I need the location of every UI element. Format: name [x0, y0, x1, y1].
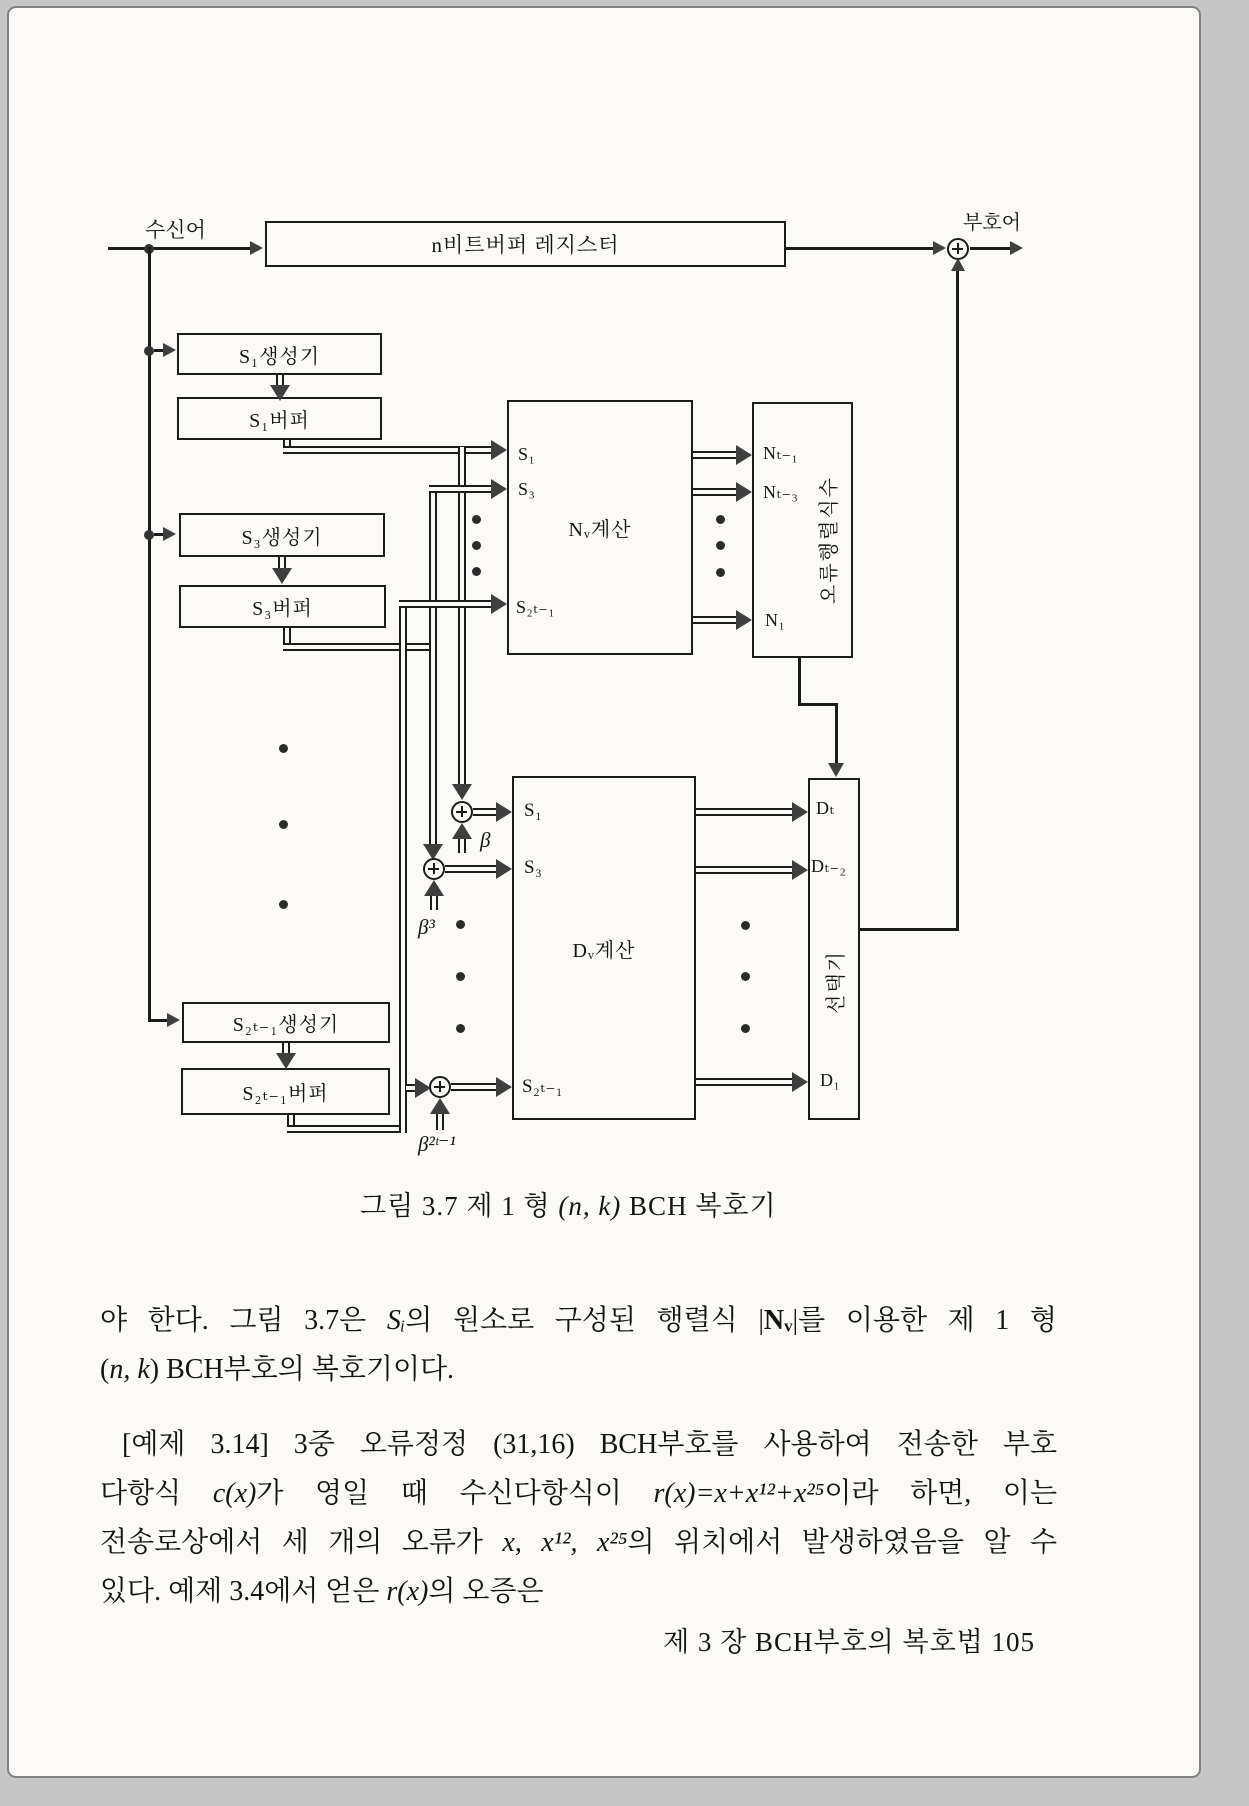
arrowhead-down-into-adder1 — [452, 784, 472, 800]
wire-err-to-sel-v2 — [835, 703, 838, 764]
nv-input-s3: S₃ — [518, 479, 536, 499]
junction-dot — [144, 530, 154, 540]
dv-input-s2t1: S₂ₜ₋₁ — [522, 1076, 564, 1097]
n-t-1-label: Nₜ₋₁ — [763, 443, 799, 463]
d-t-2-label: Dₜ₋₂ — [811, 856, 847, 876]
arrowhead-nv-out-3 — [736, 610, 752, 630]
nv-input-dots — [472, 541, 481, 550]
arrowhead-into-s3-generator — [163, 527, 176, 541]
xor-adder-s2t1 — [429, 1076, 451, 1098]
wire-nv-out-2 — [693, 488, 737, 496]
arrowhead-into-s2t1-generator — [167, 1013, 180, 1027]
arrowhead-adder2-into-dv — [496, 859, 512, 879]
wire-s1-drop-to-adder — [458, 447, 466, 784]
arrowhead-up-beta3 — [430, 1098, 450, 1114]
nv-input-dots — [472, 515, 481, 524]
paragraph-line: 전송로상에서 세 개의 오류가 x, x¹², x²⁵의 위치에서 발생하였음을 알 수 — [100, 1527, 1058, 1558]
paragraph-line: 야 한다. 그림 3.7은 Sᵢ의 원소로 구성된 행렬식 |Nᵥ|를 이용한 제 1 형 — [100, 1305, 1057, 1336]
arrowhead-adder1-into-dv — [496, 802, 512, 822]
dv-output-dots — [741, 1024, 750, 1033]
arrowhead-up-beta2 — [424, 880, 444, 896]
box-label: n비트버퍼 레지스터 — [431, 233, 620, 257]
selector-vertical-label: 선택기 — [825, 950, 848, 1014]
wire-selector-output — [860, 928, 959, 931]
nv-output-dots — [716, 568, 725, 577]
d-t-label: Dₜ — [816, 798, 835, 818]
nv-input-s2t1: S₂ₜ₋₁ — [516, 597, 556, 617]
arrowhead-s3-into-nv — [491, 479, 507, 499]
dv-input-dots — [456, 1024, 465, 1033]
box-label: S₁버퍼 — [249, 410, 310, 432]
wire-s3-to-nv — [429, 485, 491, 493]
arrowhead-s2t1-into-nv — [491, 594, 507, 614]
dv-output-dots — [741, 921, 750, 930]
wire-codeword-out — [970, 247, 1012, 250]
wire-s3-riser — [429, 487, 437, 844]
arrowhead-codeword-out — [1010, 241, 1023, 255]
wire-nv-out-3 — [693, 616, 737, 624]
nv-output-dots — [716, 515, 725, 524]
wire-dv-out-3 — [696, 1078, 793, 1086]
paragraph-line: [예제 3.14] 3중 오류정정 (31,16) BCH부호를 사용하여 전송한 부호 — [122, 1429, 1057, 1460]
syndrome-chain-dots — [279, 820, 288, 829]
nv-input-dots — [472, 567, 481, 576]
wire-beta2-stub — [430, 896, 438, 910]
arrowhead-dv-out-1 — [792, 802, 808, 822]
wire-s3-run — [283, 643, 433, 651]
arrowhead-dv-out-2 — [792, 860, 808, 880]
box-s1-buffer — [177, 397, 382, 440]
arrowhead-up-into-xor — [951, 258, 965, 271]
beta3-power-label: β³ — [418, 915, 435, 939]
wire-dv-out-2 — [696, 866, 793, 874]
arrowhead-into-buffer-register — [250, 241, 263, 255]
dv-input-dots — [456, 972, 465, 981]
dv-output-dots — [741, 972, 750, 981]
box-label: Nᵥ계산 — [568, 519, 632, 541]
arrowhead-nv-out-2 — [736, 482, 752, 502]
wire-adder1-to-dv — [473, 808, 497, 816]
wire-selector-to-xor-vertical — [956, 271, 959, 930]
received-word-label: 수신어 — [145, 218, 206, 242]
beta2t1-label: β²ᵗ⁻¹ — [418, 1132, 456, 1156]
wire-nv-out-1 — [693, 451, 737, 459]
xor-adder-s1 — [451, 801, 473, 823]
box-s3-buffer — [179, 585, 386, 628]
box-label: S₃버퍼 — [252, 598, 313, 620]
box-n-bit-buffer-register — [265, 221, 786, 267]
box-label: S₁생성기 — [238, 345, 321, 368]
syndrome-chain-dots — [279, 900, 288, 909]
box-s3-generator — [179, 513, 385, 557]
nv-output-dots — [716, 541, 725, 550]
n-t-3-label: Nₜ₋₃ — [763, 482, 799, 502]
xor-adder-output — [947, 238, 969, 260]
page-footer: 제 3 장 BCH부호의 복호법 105 — [663, 1627, 1035, 1657]
dv-input-s1: S₁ — [524, 800, 543, 821]
wire-dv-out-1 — [696, 808, 793, 816]
arrowhead-into-selector-top — [828, 763, 844, 777]
arrowhead-up-beta1 — [452, 823, 472, 839]
arrowhead-s1-into-nv — [491, 440, 507, 460]
wire-trunk-vertical — [148, 247, 151, 1022]
figure-caption: 그림 3.7 제 1 형 (n, k) BCH 복호기 — [360, 1191, 777, 1221]
paragraph-line: 다항식 c(x)가 영일 때 수신다항식이 r(x)=x+x¹²+x²⁵이라 하면, 이는 — [100, 1478, 1058, 1509]
box-s2t1-generator — [182, 1002, 390, 1043]
box-s2t1-buffer — [181, 1068, 390, 1115]
example-paragraph — [100, 1420, 1057, 1616]
error-determinant-vertical-label: 오류행렬식수 — [818, 476, 841, 604]
d-1-label: D₁ — [820, 1070, 841, 1090]
codeword-label: 부호어 — [963, 212, 1021, 234]
wire-err-to-sel-v1 — [798, 658, 801, 706]
wire-beta3-stub — [436, 1114, 444, 1130]
beta1-label: β — [480, 828, 491, 852]
arrowhead-into-s1-generator — [163, 343, 176, 357]
wire-received-word — [108, 247, 250, 250]
wire-register-to-xor — [786, 247, 933, 250]
nv-input-s1: S₁ — [518, 444, 536, 464]
wire-err-to-sel-h — [798, 703, 838, 706]
arrowhead-down-s2t1-buffer — [276, 1053, 296, 1069]
box-s1-generator — [177, 333, 382, 375]
syndrome-chain-dots — [279, 744, 288, 753]
wire-s2t1-run — [287, 1125, 406, 1133]
arrowhead-down-s1-buffer — [270, 385, 290, 401]
box-dv-calculation — [512, 776, 696, 1120]
wire-s2t1-to-nv — [399, 600, 491, 608]
box-label: S₃생성기 — [241, 526, 323, 549]
box-label: S₂ₜ₋₁버퍼 — [242, 1083, 329, 1105]
n-1-label: N₁ — [765, 610, 786, 630]
wire-adder3-to-dv — [451, 1083, 497, 1091]
wire-beta1-stub — [458, 839, 466, 853]
dv-input-dots — [456, 920, 465, 929]
wire-s2t1-riser — [399, 602, 407, 1133]
arrowhead-down-s3-buffer — [272, 568, 292, 584]
xor-adder-s3 — [423, 858, 445, 880]
arrowhead-nv-out-1 — [736, 445, 752, 465]
arrowhead-adder3-into-dv — [496, 1077, 512, 1097]
box-label: S₂ₜ₋₁생성기 — [232, 1014, 340, 1036]
paragraph-line: (n, k) BCH부호의 복호기이다. — [100, 1354, 455, 1385]
dv-input-s3: S₃ — [524, 857, 543, 878]
body-text — [100, 1296, 1057, 1616]
arrowhead-dv-out-3 — [792, 1072, 808, 1092]
wire-adder2-to-dv — [445, 865, 497, 873]
paragraph-line: 있다. 예제 3.4에서 얻은 r(x)의 오증은 — [100, 1576, 544, 1607]
box-label: Dᵥ계산 — [572, 939, 636, 962]
arrowhead-into-xor — [933, 241, 946, 255]
junction-dot — [144, 346, 154, 356]
